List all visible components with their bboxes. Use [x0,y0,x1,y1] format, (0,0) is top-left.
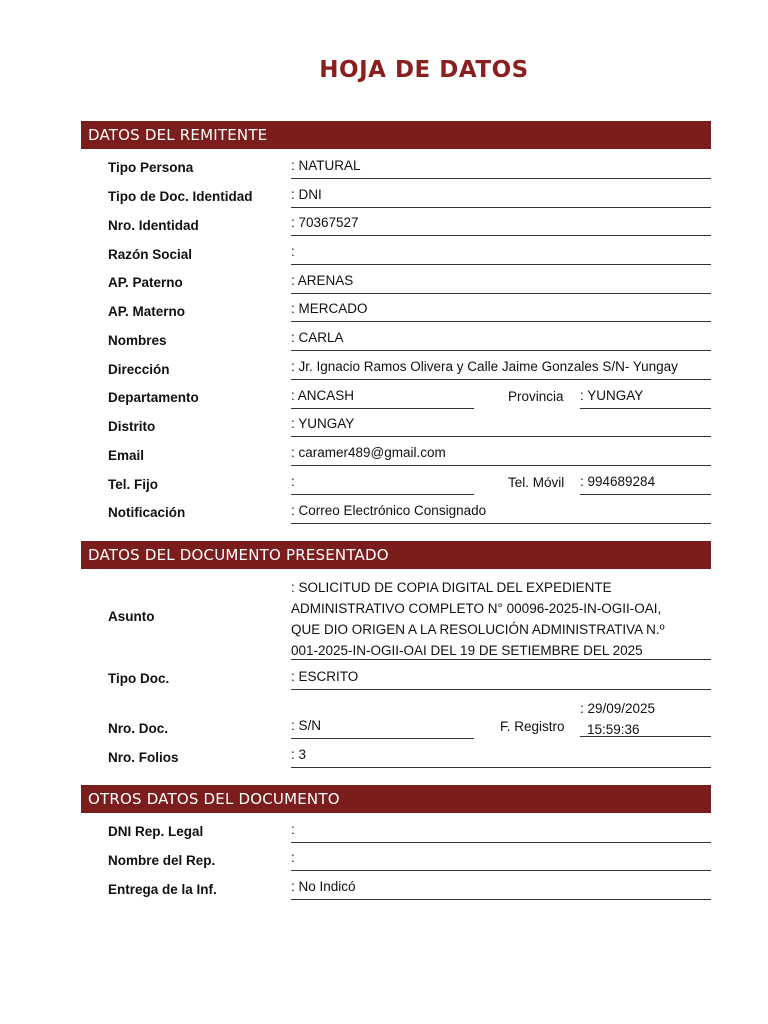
label-nro-identidad: Nro. Identidad [108,218,199,233]
label-email: Email [108,448,145,463]
label-ap-materno: AP. Materno [108,304,186,319]
value-tipo-persona: : NATURAL [291,158,711,179]
section-header-remitente: DATOS DEL REMITENTE [81,121,711,149]
label-dni-rep-legal: DNI Rep. Legal [108,824,204,839]
label-ap-paterno: AP. Paterno [108,275,183,290]
value-direccion: : Jr. Ignacio Ramos Olivera y Calle Jaime Gonzales S/N- Yungay [291,359,711,380]
label-entrega-inf: Entrega de la Inf. [108,882,217,897]
value-ap-paterno: : ARENAS [291,273,711,294]
value-nro-doc: : S/N [291,718,474,739]
value-razon-social: : [291,244,711,265]
value-dni-rep-legal: : [291,822,711,843]
label-nombres: Nombres [108,333,167,348]
value-asunto [291,577,711,660]
label-nro-folios: Nro. Folios [108,750,179,765]
value-nombre-rep: : [291,850,711,871]
label-tel-movil: Tel. Móvil [508,475,565,490]
value-distrito: : YUNGAY [291,416,711,437]
asunto-line: ADMINISTRATIVO COMPLETO N° 00096-2025-IN-OGII-OAI, [291,601,662,616]
value-entrega-inf: : No Indicó [291,879,711,900]
label-f-registro: F. Registro [500,719,565,734]
asunto-line: QUE DIO ORIGEN A LA RESOLUCIÓN ADMINISTRATIVA N.º [291,622,665,637]
value-tel-fijo: : [291,474,474,495]
label-tel-fijo: Tel. Fijo [108,477,158,492]
value-provincia: : YUNGAY [580,388,711,409]
label-razon-social: Razón Social [108,247,193,262]
label-nro-doc: Nro. Doc. [108,721,169,736]
section-header-documento: DATOS DEL DOCUMENTO PRESENTADO [81,541,711,569]
value-f-registro [580,698,711,737]
section-header-otros: OTROS DATOS DEL DOCUMENTO [81,785,711,813]
value-tipo-doc-identidad: : DNI [291,187,711,208]
value-nro-identidad: : 70367527 [291,215,711,236]
value-nro-folios: : 3 [291,747,711,768]
label-notificacion: Notificación [108,505,186,520]
value-nombres: : CARLA [291,330,711,351]
label-tipo-doc-identidad: Tipo de Doc. Identidad [108,189,253,204]
f-registro-date: : 29/09/2025 [580,701,656,716]
page-title: HOJA DE DATOS [319,57,529,83]
f-registro-time: 15:59:36 [587,722,640,737]
label-direccion: Dirección [108,362,170,377]
label-tipo-persona: Tipo Persona [108,160,194,175]
value-tipo-doc: : ESCRITO [291,669,711,690]
label-departamento: Departamento [108,390,199,405]
value-ap-materno: : MERCADO [291,301,711,322]
value-departamento: : ANCASH [291,388,474,409]
value-notificacion: : Correo Electrónico Consignado [291,503,711,524]
value-email: : caramer489@gmail.com [291,445,711,466]
label-tipo-doc: Tipo Doc. [108,671,170,686]
asunto-line: : SOLICITUD DE COPIA DIGITAL DEL EXPEDIENTE [291,580,612,595]
label-nombre-rep: Nombre del Rep. [108,853,216,868]
label-asunto: Asunto [108,609,155,624]
value-tel-movil: : 994689284 [580,474,711,495]
label-provincia: Provincia [508,389,564,404]
label-distrito: Distrito [108,419,156,434]
asunto-line: 001-2025-IN-OGII-OAI DEL 19 DE SETIEMBRE DEL 2025 [291,643,643,658]
